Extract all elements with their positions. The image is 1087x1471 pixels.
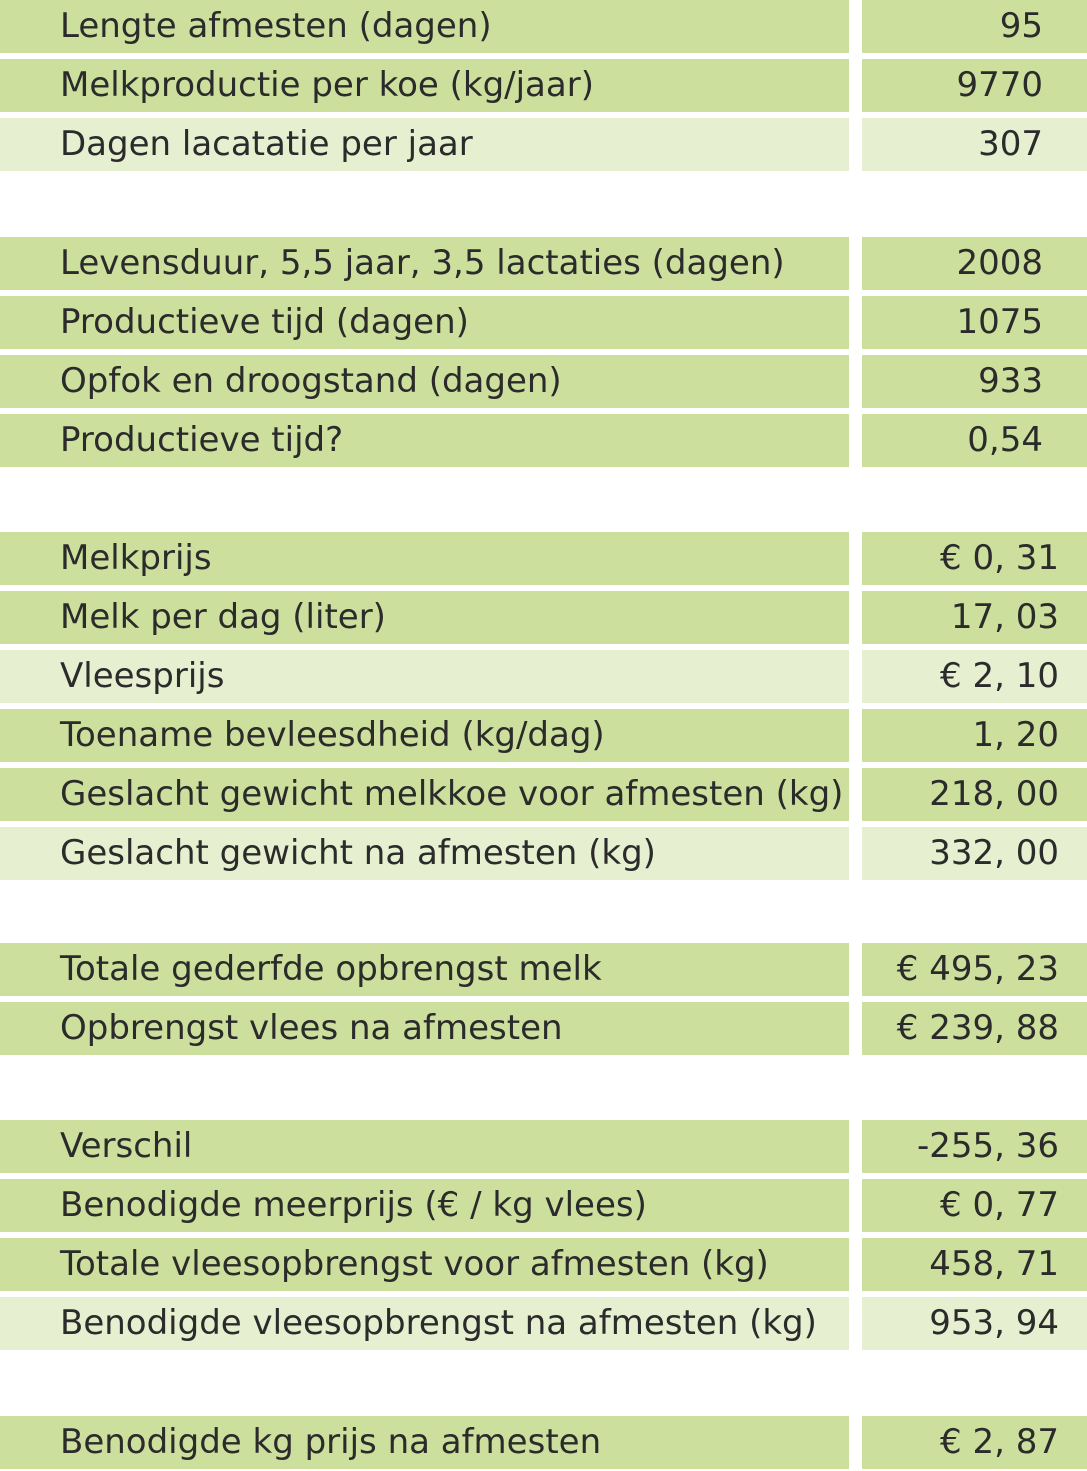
table-row	[0, 0, 1087, 53]
row-value: € 2, 87	[862, 1416, 1087, 1469]
row-value: 0,54	[862, 414, 1087, 467]
table-row	[0, 709, 1087, 762]
table-row	[0, 296, 1087, 349]
row-value: 95	[862, 0, 1087, 53]
table-row	[0, 414, 1087, 467]
table-row	[0, 1416, 1087, 1469]
row-value: 458, 71	[862, 1238, 1087, 1291]
row-value: 933	[862, 355, 1087, 408]
table-row	[0, 59, 1087, 112]
row-value: 953, 94	[862, 1297, 1087, 1350]
table-row	[0, 650, 1087, 703]
table-row	[0, 355, 1087, 408]
row-value: -255, 36	[862, 1120, 1087, 1173]
table-row	[0, 1297, 1087, 1350]
row-label: Vleesprijs	[0, 650, 849, 703]
table-row	[0, 768, 1087, 821]
table-row	[0, 532, 1087, 585]
table-row	[0, 1179, 1087, 1232]
row-value: 332, 00	[862, 827, 1087, 880]
row-label: Verschil	[0, 1120, 849, 1173]
row-label: Productieve tijd (dagen)	[0, 296, 849, 349]
row-label: Benodigde meerprijs (€ / kg vlees)	[0, 1179, 849, 1232]
table-row	[0, 1238, 1087, 1291]
table-row	[0, 118, 1087, 171]
row-value: 1, 20	[862, 709, 1087, 762]
table-row	[0, 1002, 1087, 1055]
row-label: Totale gederfde opbrengst melk	[0, 943, 849, 996]
row-label: Opfok en droogstand (dagen)	[0, 355, 849, 408]
row-label: Geslacht gewicht melkkoe voor afmesten (kg)	[0, 768, 849, 821]
table-row	[0, 827, 1087, 880]
row-label: Benodigde kg prijs na afmesten	[0, 1416, 849, 1469]
row-label: Lengte afmesten (dagen)	[0, 0, 849, 53]
row-value: 218, 00	[862, 768, 1087, 821]
table-row	[0, 591, 1087, 644]
row-value: 1075	[862, 296, 1087, 349]
table-row	[0, 1120, 1087, 1173]
row-label: Levensduur, 5,5 jaar, 3,5 lactaties (dagen)	[0, 237, 849, 290]
row-value: € 2, 10	[862, 650, 1087, 703]
row-label: Dagen lacatatie per jaar	[0, 118, 849, 171]
row-value: 307	[862, 118, 1087, 171]
row-label: Totale vleesopbrengst voor afmesten (kg)	[0, 1238, 849, 1291]
row-label: Benodigde vleesopbrengst na afmesten (kg)	[0, 1297, 849, 1350]
row-value: 9770	[862, 59, 1087, 112]
row-value: 17, 03	[862, 591, 1087, 644]
row-value: € 0, 31	[862, 532, 1087, 585]
table-row	[0, 237, 1087, 290]
row-label: Melk per dag (liter)	[0, 591, 849, 644]
row-label: Productieve tijd?	[0, 414, 849, 467]
row-label: Melkproductie per koe (kg/jaar)	[0, 59, 849, 112]
row-value: € 0, 77	[862, 1179, 1087, 1232]
row-label: Opbrengst vlees na afmesten	[0, 1002, 849, 1055]
row-label: Toename bevleesdheid (kg/dag)	[0, 709, 849, 762]
row-value: € 239, 88	[862, 1002, 1087, 1055]
row-label: Geslacht gewicht na afmesten (kg)	[0, 827, 849, 880]
row-label: Melkprijs	[0, 532, 849, 585]
row-value: € 495, 23	[862, 943, 1087, 996]
table-row	[0, 943, 1087, 996]
row-value: 2008	[862, 237, 1087, 290]
